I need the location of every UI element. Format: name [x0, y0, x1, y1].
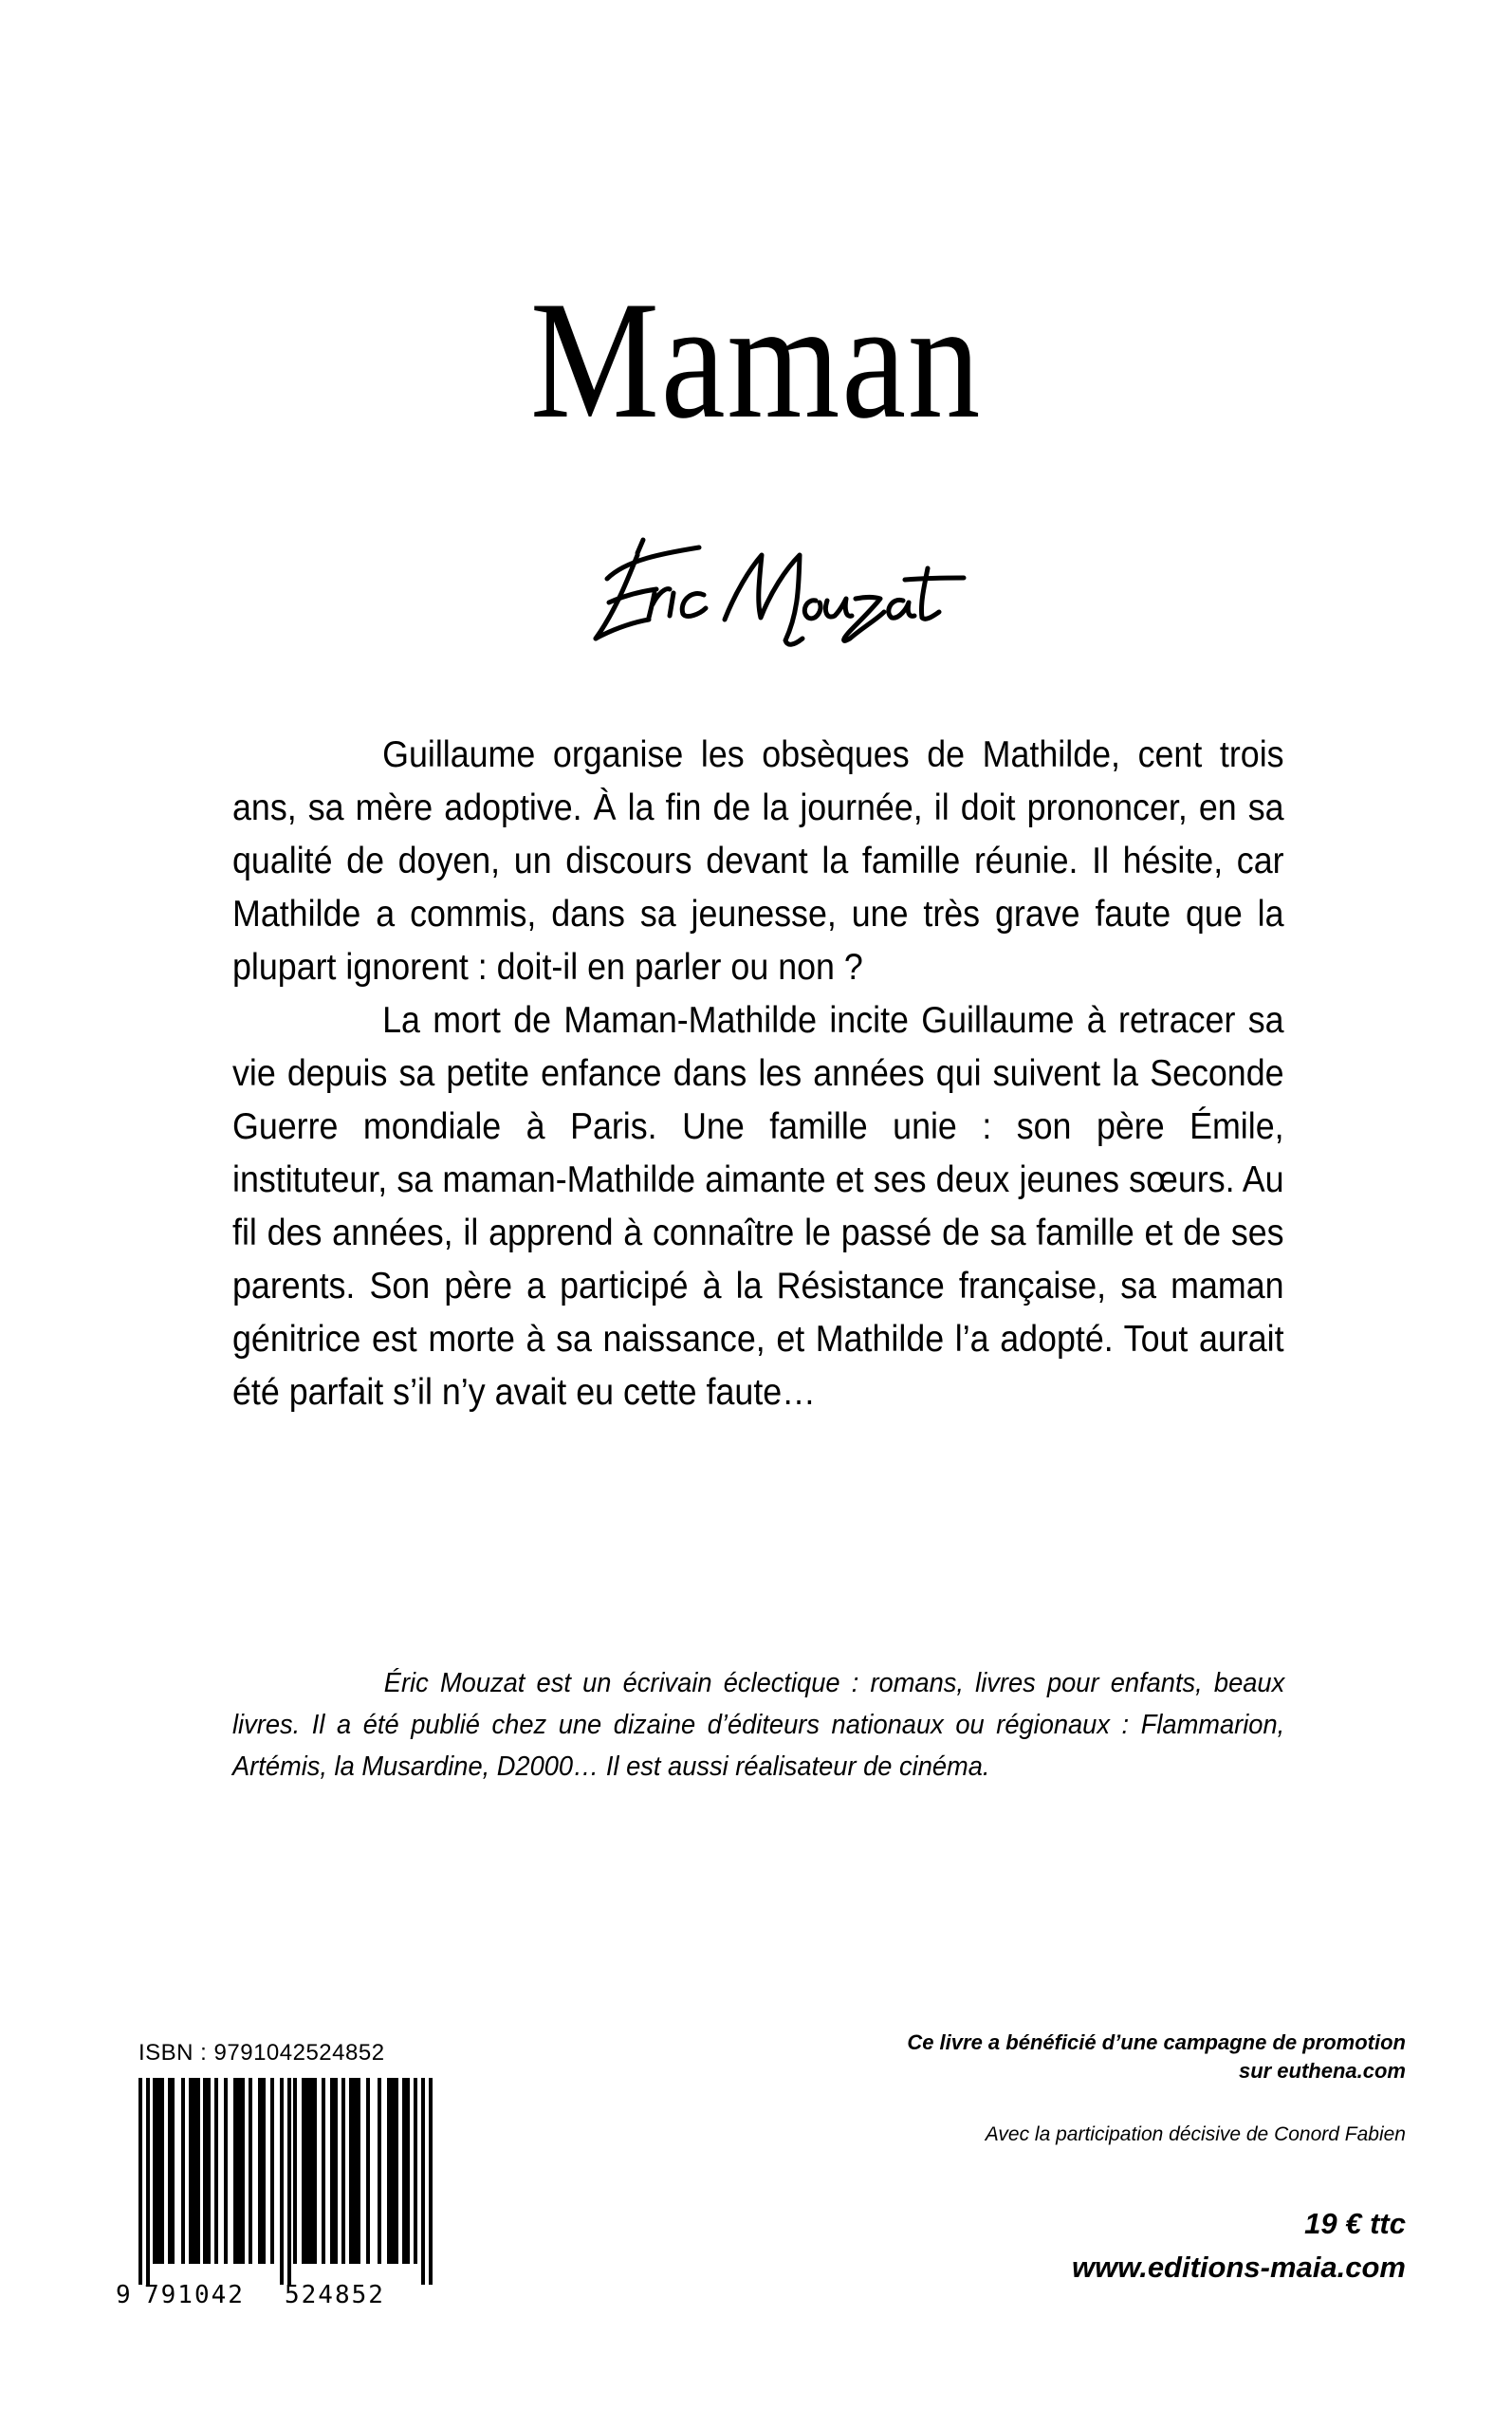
- book-title: Maman: [529, 266, 983, 454]
- author-bio: [232, 1662, 1284, 1788]
- barcode-digits-left: 791042: [144, 2281, 245, 2309]
- promotion-line-1: Ce livre a bénéficié d’une campagne de promotion: [907, 2030, 1406, 2054]
- author-bio-text: Éric Mouzat est un écrivain éclectique : romans, livres pour enfants, beaux livres. Il a été publié chez une dizaine d’éditeurs nationaux ou régionaux : Flammarion, Artémis, la Musardine, D2000… Il est aussi réalisateur de cinéma.: [232, 1668, 1285, 1782]
- signature-icon: [531, 527, 968, 650]
- publisher-website: www.editions-maia.com: [1072, 2251, 1406, 2284]
- participation-credit: Avec la participation décisive de Conord Fabien: [985, 2123, 1406, 2145]
- synopsis-paragraph-2: La mort de Maman-Mathilde incite Guillaume à retracer sa vie depuis sa petite enfance dans les années qui suivent la Seconde Guerre mondiale à Paris. Une famille unie : son père Émile, instituteur, sa maman-Mathilde aimante et ses deux jeunes sœurs. Au fil des années, il apprend à connaître le passé de sa famille et de ses parents. Son père a participé à la Résistance française, sa maman génitrice est morte à sa naissance, et Mathilde l’a adopté. Tout aurait été parfait s’il n’y avait eu cette faute…: [232, 1000, 1284, 1413]
- barcode-digits: [116, 2281, 438, 2309]
- promotion-note: [799, 2029, 1406, 2085]
- barcode: [138, 2078, 433, 2285]
- isbn-label: ISBN : 9791042524852: [138, 2040, 385, 2066]
- synopsis-paragraph-1: Guillaume organise les obsèques de Mathilde, cent trois ans, sa mère adoptive. À la fin de la journée, il doit prononcer, en sa qualité de doyen, un discours devant la famille réunie. Il hésite, car Mathilde a commis, dans sa jeunesse, une très grave faute que la plupart ignorent : doit-il en parler ou non ?: [232, 734, 1284, 988]
- author-signature: [531, 527, 968, 650]
- price: 19 € ttc: [1304, 2207, 1406, 2240]
- synopsis: [232, 729, 1284, 1419]
- barcode-icon: [138, 2078, 433, 2285]
- barcode-digits-right: 524852: [285, 2281, 385, 2309]
- barcode-digit-lead: 9: [116, 2281, 133, 2309]
- promotion-line-2: sur euthena.com: [1238, 2059, 1406, 2083]
